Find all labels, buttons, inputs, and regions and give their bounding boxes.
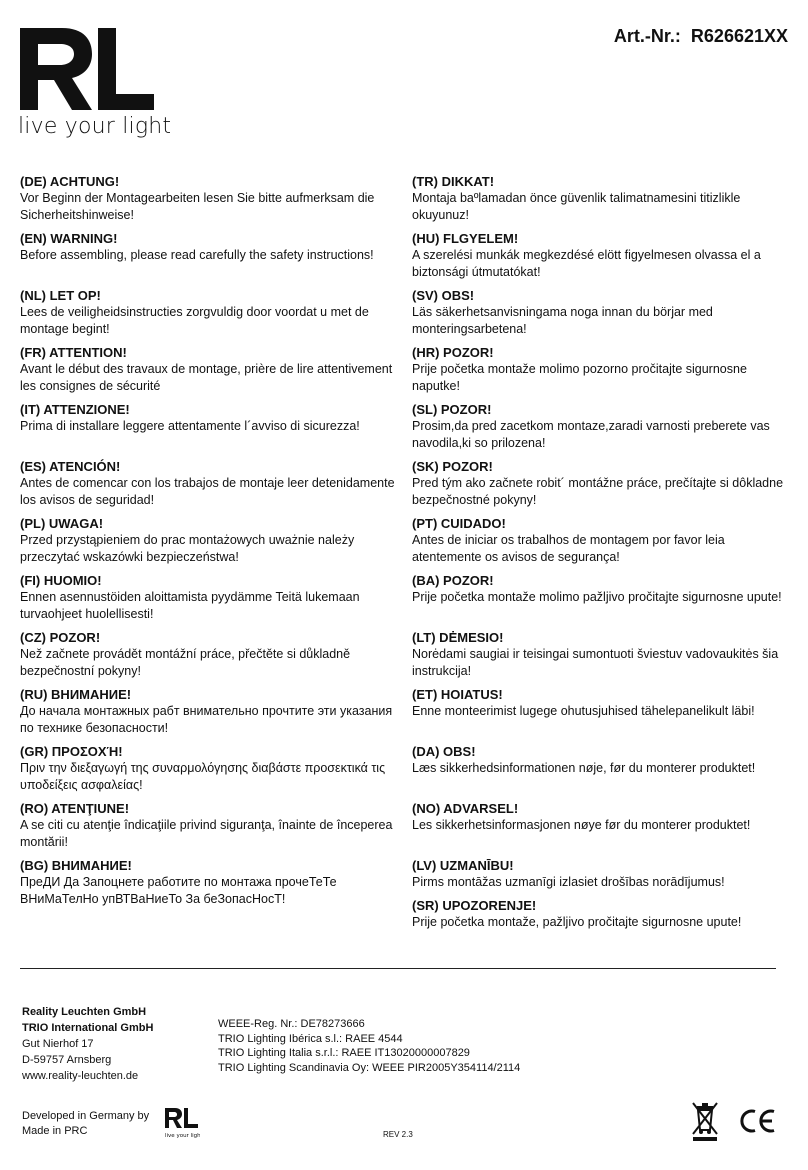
warning-bg <box>20 857 395 914</box>
warning-no <box>412 800 787 857</box>
warning-text: Antes de comencar con los trabajos de montaje leer detenidamente los avisos de seguridad! <box>20 476 395 507</box>
warning-text: Prima di installare leggere attentamente l´avviso di sicurezza! <box>20 419 360 433</box>
warning-heading: (BA) POZOR! <box>412 573 494 588</box>
rl-logo-mark <box>18 26 158 112</box>
warnings-right-column <box>412 173 787 954</box>
warning-en <box>20 230 395 287</box>
warning-text: A se citi cu atenţie îndicaţiile privind siguranţa, înainte de începerea montării! <box>20 818 393 849</box>
company-address <box>22 1004 153 1084</box>
small-brand-logo <box>164 1107 200 1141</box>
warning-text: Przed przystąpieniem do prac montażowych uważnie należy przeczytać wskazówki bezpieczeństwa! <box>20 533 355 564</box>
warning-heading: (PT) CUIDADO! <box>412 516 506 531</box>
warning-fi <box>20 572 395 629</box>
warning-heading: (SR) UPOZORENJE! <box>412 898 537 913</box>
company-name-1: Reality Leuchten GmbH <box>22 1006 147 1018</box>
warning-sr <box>412 897 787 954</box>
warning-heading: (NL) LET OP! <box>20 288 101 303</box>
brand-tagline: live your light <box>18 114 172 139</box>
warning-text: Než začnete provádět montážní práce, přečtěte si důkladně bezpečnostní pokyny! <box>20 647 351 678</box>
warning-heading: (TR) DIKKAT! <box>412 174 495 189</box>
address-city: D-59757 Arnsberg <box>22 1054 112 1066</box>
warning-it <box>20 401 395 458</box>
warning-lt <box>412 629 787 686</box>
weee-bin-icon <box>690 1100 720 1142</box>
warning-de <box>20 173 395 230</box>
warning-heading: (SL) POZOR! <box>412 402 492 417</box>
warning-da <box>412 743 787 800</box>
made-in: Made in PRC <box>22 1125 88 1137</box>
warning-nl <box>20 287 395 344</box>
origin-info <box>22 1109 149 1139</box>
revision: REV 2.3 <box>383 1130 413 1139</box>
warning-heading: (RU) ВНИМАНИЕ! <box>20 687 132 702</box>
warning-es <box>20 458 395 515</box>
warning-text: A szerelési munkák megkezdésé elött figyelmesen olvassa el a biztonsági útmutatókat! <box>412 248 761 279</box>
warning-cz <box>20 629 395 686</box>
warning-hu <box>412 230 787 287</box>
warning-text: До начала монтажных рабт внимательно прочтите эти указания по технике безопасности! <box>20 704 393 735</box>
warning-heading: (ES) ATENCIÓN! <box>20 459 121 474</box>
warning-text: Læs sikkerhedsinformationen nøje, før du monterer produktet! <box>412 761 756 775</box>
warning-text: Prije početka montaže, pažljivo pročitajte sigurnosne upute! <box>412 915 742 929</box>
warning-text: ПреДИ Да Запоцнете работите по монтажа прочеТеТе ВНиМаТелНо упВТВаНиеТо За беЗопасНосТ! <box>20 875 337 906</box>
warning-fr <box>20 344 395 401</box>
warning-text: Vor Beginn der Montagearbeiten lesen Sie bitte aufmerksam die Sicherheitshinweise! <box>20 191 375 222</box>
warning-sl <box>412 401 787 458</box>
warning-text: Prosim,da pred zacetkom montaze,zaradi varnosti preberete vas navodila,ki so prilozena! <box>412 419 770 450</box>
warning-heading: (SV) OBS! <box>412 288 475 303</box>
warning-heading: (DE) ACHTUNG! <box>20 174 120 189</box>
article-number-label: Art.-Nr.: <box>613 26 681 46</box>
warning-heading: (BG) ВНИМАНИЕ! <box>20 858 132 873</box>
warning-tr <box>412 173 787 230</box>
warning-heading: (ET) HOIATUS! <box>412 687 503 702</box>
warning-text: Before assembling, please read carefully the safety instructions! <box>20 248 374 262</box>
address-street: Gut Nierhof 17 <box>22 1038 94 1050</box>
article-number <box>614 26 788 47</box>
small-rl-logo-mark <box>164 1107 200 1141</box>
warning-heading: (SK) POZOR! <box>412 459 493 474</box>
warning-text: Antes de iniciar os trabalhos de montagem por favor leia atentemente os avisos de segurança! <box>412 533 725 564</box>
warning-text: Prije početka montaže molimo pozorno pročitajte sigurnosne naputke! <box>412 362 747 393</box>
warning-hr <box>412 344 787 401</box>
warning-heading: (HR) POZOR! <box>412 345 494 360</box>
small-logo-tagline: live your light <box>165 1133 200 1139</box>
warning-heading: (FR) ATTENTION! <box>20 345 127 360</box>
warning-heading: (FI) HUOMIO! <box>20 573 102 588</box>
warning-sk <box>412 458 787 515</box>
warning-text: Pirms montāžas uzmanīgi izlasiet drošības norādījumus! <box>412 875 725 889</box>
warning-heading: (CZ) POZOR! <box>20 630 101 645</box>
warning-text: Avant le début des travaux de montage, prière de lire attentivement les consignes de sécurité <box>20 362 393 393</box>
warning-pl <box>20 515 395 572</box>
warning-heading: (EN) WARNING! <box>20 231 118 246</box>
warning-pt <box>412 515 787 572</box>
warning-text: Lees de veiligheidsinstructies zorgvuldig door voordat u met de montage begint! <box>20 305 369 336</box>
article-number-value: R626621XX <box>690 26 788 46</box>
website-link[interactable]: www.reality-leuchten.de <box>22 1070 139 1082</box>
warning-sv <box>412 287 787 344</box>
company-name-2: TRIO International GmbH <box>22 1022 154 1034</box>
footer-divider <box>20 968 776 969</box>
warning-text: Πριν την διεξαγωγή της συναρμολόγησης διαβάστε προσεκτικά τις υποδείξεις ασφαλείας! <box>20 761 386 792</box>
warning-heading: (PL) UWAGA! <box>20 516 104 531</box>
warning-gr <box>20 743 395 800</box>
warning-text: Les sikkerhetsinformasjonen nøye før du monterer produktet! <box>412 818 751 832</box>
developed-in: Developed in Germany by <box>22 1110 150 1122</box>
warning-ru <box>20 686 395 743</box>
warning-text: Läs säkerhetsanvisningama noga innan du börjar med monteringsarbetena! <box>412 305 713 336</box>
warning-text: Ennen asennustöiden aloittamista pyydämme Teitä lukemaan turvaohjeet huolellisesti! <box>20 590 360 621</box>
warning-ba <box>412 572 787 629</box>
warning-text: Enne monteerimist lugege ohutusjuhised tähelepanelikult läbi! <box>412 704 755 718</box>
warning-text: Norėdami saugiai ir teisingai sumontuoti šviestuv vadovaukitės šia instrukcija! <box>412 647 779 678</box>
warning-heading: (LT) DĖMESIO! <box>412 630 504 645</box>
warning-text: Montaja baºlamadan önce güvenlik talimatnamesini titizlikle okuyunuz! <box>412 191 741 222</box>
warning-heading: (IT) ATTENZIONE! <box>20 402 130 417</box>
warning-heading: (DA) OBS! <box>412 744 476 759</box>
weee-registration <box>218 1017 520 1075</box>
warning-et <box>412 686 787 743</box>
weee-line: TRIO Lighting Italia s.r.l.: RAEE IT13020000007829 <box>218 1047 470 1059</box>
warning-heading: (LV) UZMANĪBU! <box>412 858 514 873</box>
ce-mark-icon <box>738 1108 778 1134</box>
warning-heading: (HU) FLGYELEM! <box>412 231 519 246</box>
warnings-left-column <box>20 173 395 914</box>
warning-text: Pred tým ako začnete robit´ montážne práce, prečítajte si dôkladne bezpečnostné pokyny! <box>412 476 784 507</box>
weee-line: TRIO Lighting Ibérica s.l.: RAEE 4544 <box>218 1032 403 1045</box>
warning-text: Prije početka montaže molimo pažljivo pročitajte sigurnosne upute! <box>412 590 782 604</box>
weee-line: TRIO Lighting Scandinavia Oy: WEEE PIR2005Y354114/2114 <box>218 1061 521 1074</box>
warning-ro <box>20 800 395 857</box>
warning-heading: (RO) ATENŢIUNE! <box>20 801 130 816</box>
warning-heading: (NO) ADVARSEL! <box>412 801 519 816</box>
warning-heading: (GR) ΠΡΟΣΟΧΉ! <box>20 744 123 759</box>
warning-lv <box>412 857 787 897</box>
weee-line: WEEE-Reg. Nr.: DE78273666 <box>218 1018 365 1030</box>
